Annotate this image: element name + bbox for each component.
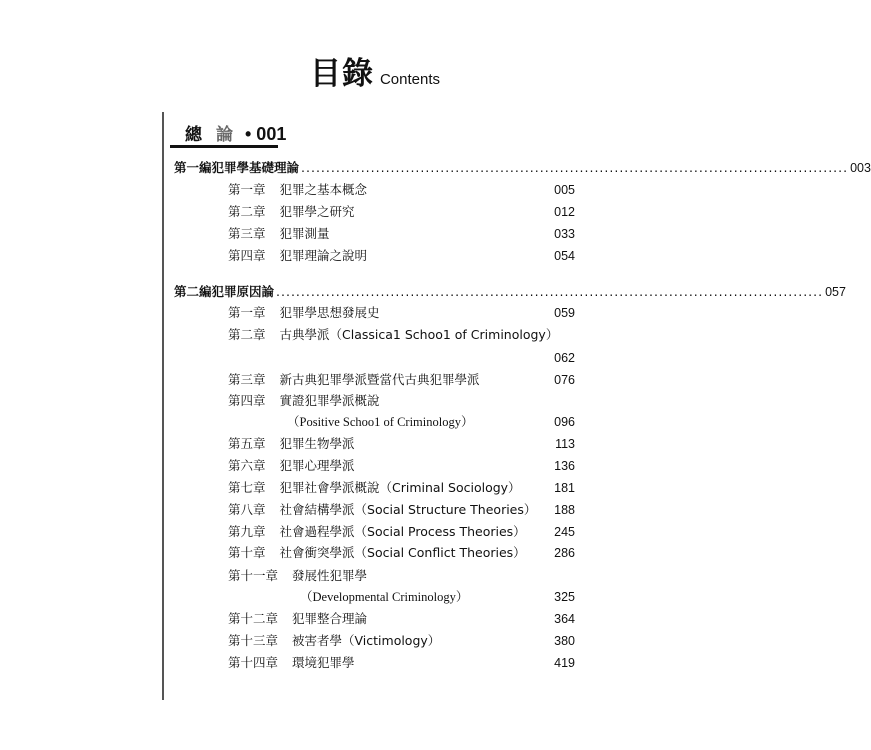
part-heading-char-2: 論 [216,125,233,145]
toc-chapter[interactable] [228,478,575,498]
chapter-title: 被害者學（Victimology） [292,633,441,648]
margin-rule [162,112,164,700]
chapter-page: 188 [554,503,575,517]
chapter-label: 第十四章 [228,655,279,670]
chapter-title: 新古典犯罪學派暨當代古典犯罪學派 [279,372,480,387]
toc-chapter[interactable] [228,456,575,476]
leader-dots: .............................................................................................................. [276,284,824,299]
chapter-page: 286 [554,546,575,560]
toc-chapter[interactable] [228,434,575,454]
part-page: • 001 [245,124,287,144]
chapter-title: 犯罪生物學派 [279,436,355,451]
chapter-title: 社會結構學派（Social Structure Theories） [279,502,537,517]
chapter-title: 犯罪學思想發展史 [279,305,380,320]
chapter-title: 犯罪測量 [279,226,330,241]
chapter-label: 第十一章 [228,568,279,583]
chapter-page: 076 [554,373,575,387]
section-label: 第一編 [174,160,212,175]
toc-chapter-continuation[interactable] [228,348,575,368]
chapter-title: 實證犯罪學派概說 [279,393,380,408]
toc-section[interactable] [174,282,846,302]
chapter-page: 062 [554,351,575,365]
chapter-page: 012 [554,205,575,219]
chapter-label: 第一章 [228,182,266,197]
toc-chapter[interactable] [228,224,575,244]
toc-chapter[interactable] [228,202,575,222]
chapter-page: 245 [554,525,575,539]
chapter-page: 380 [554,634,575,648]
part-heading [185,120,286,145]
chapter-title: 犯罪理論之說明 [279,248,368,263]
chapter-page: 096 [554,415,575,429]
toc-chapter[interactable] [228,180,575,200]
toc-chapter[interactable] [228,370,575,390]
chapter-label: 第一章 [228,305,266,320]
chapter-label: 第二章 [228,204,266,219]
section-title: 犯罪原因論 [211,284,275,299]
toc-chapter[interactable] [228,522,575,542]
section-title: 犯罪學基礎理論 [211,160,300,175]
section-label: 第二編 [174,284,212,299]
toc-chapter[interactable] [228,631,575,651]
chapter-title: 犯罪學之研究 [279,204,355,219]
toc-chapter[interactable] [228,609,575,629]
toc-chapter-continuation[interactable] [287,412,575,432]
chapter-page: 054 [554,249,575,263]
chapter-label: 第十二章 [228,611,279,626]
page-title [0,48,750,93]
chapter-label: 第四章 [228,248,266,263]
chapter-label: 第八章 [228,502,266,517]
chapter-title: 社會衝突學派（Social Conflict Theories） [279,545,526,560]
section-page: 057 [825,285,846,299]
chapter-title: 犯罪整合理論 [292,611,368,626]
chapter-title: 環境犯罪學 [292,655,355,670]
toc-chapter[interactable] [228,246,575,266]
chapter-label: 第四章 [228,393,266,408]
title-chinese: 目錄 [309,56,374,92]
toc-chapter[interactable] [228,543,575,563]
chapter-label: 第六章 [228,458,266,473]
chapter-page: 005 [554,183,575,197]
chapter-title: （Positive Schoo1 of Criminology） [287,415,474,429]
toc-chapter[interactable] [228,303,575,323]
chapter-page: 325 [554,590,575,604]
chapter-title: 社會過程學派（Social Process Theories） [279,524,526,539]
chapter-title: 古典學派（Classica1 Schoo1 of Criminology） [279,327,559,342]
chapter-label: 第五章 [228,436,266,451]
toc-chapter[interactable] [228,391,575,411]
chapter-title: 犯罪心理學派 [279,458,355,473]
toc-chapter[interactable] [228,566,575,586]
chapter-page: 033 [554,227,575,241]
chapter-label: 第二章 [228,327,266,342]
chapter-label: 第七章 [228,480,266,495]
chapter-label: 第九章 [228,524,266,539]
chapter-page: 364 [554,612,575,626]
chapter-title: 發展性犯罪學 [292,568,368,583]
chapter-label: 第十三章 [228,633,279,648]
section-page: 003 [850,161,871,175]
chapter-title: （Developmental Criminology） [300,590,469,604]
chapter-page: 059 [554,306,575,320]
chapter-label: 第三章 [228,372,266,387]
toc-chapter[interactable] [228,325,575,345]
toc-chapter[interactable] [228,500,575,520]
chapter-title: 犯罪之基本概念 [279,182,368,197]
chapter-page: 181 [554,481,575,495]
chapter-page: 136 [554,459,575,473]
toc-chapter[interactable] [228,653,575,673]
part-heading-char-1: 總 [185,125,202,145]
chapter-label: 第十章 [228,545,266,560]
toc-chapter-continuation[interactable] [300,587,575,607]
chapter-page: 113 [555,437,575,451]
part-underline [170,145,278,148]
title-english: Contents [379,71,441,88]
chapter-label: 第三章 [228,226,266,241]
toc-section[interactable] [174,158,871,178]
leader-dots: .............................................................................................................. [301,160,849,175]
chapter-page: 419 [554,656,575,670]
chapter-title: 犯罪社會學派概說（Criminal Sociology） [279,480,521,495]
